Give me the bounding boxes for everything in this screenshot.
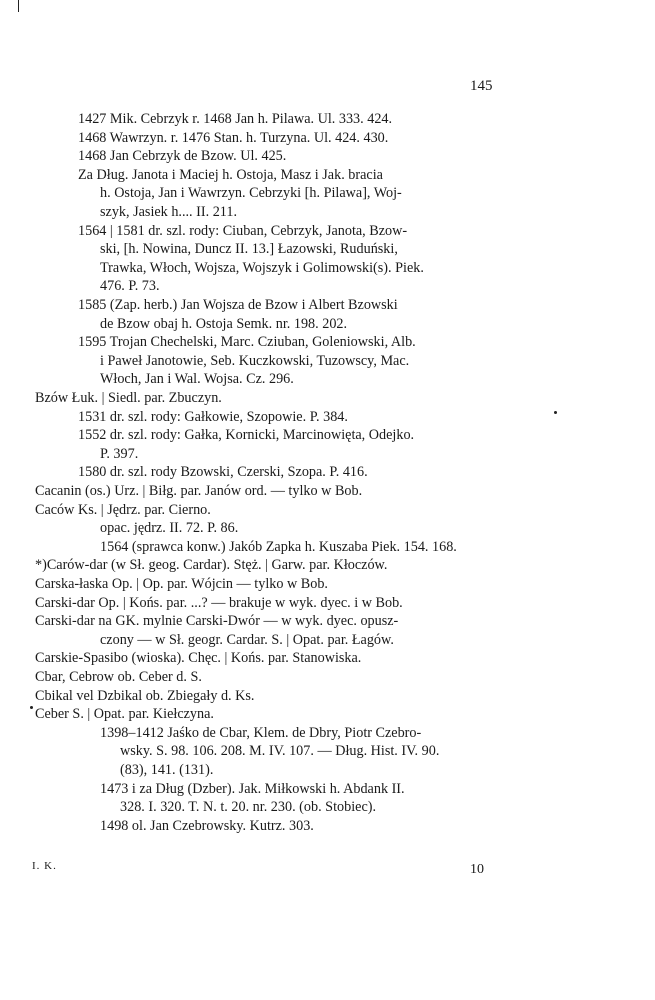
stray-dot bbox=[30, 706, 33, 709]
entry-line: (83), 141. (131). bbox=[120, 762, 214, 778]
entry-line: h. Ostoja, Jan i Wawrzyn. Cebrzyki [h. Pilawa], Woj- bbox=[100, 185, 402, 202]
entry-line: szyk, Jasiek h.... II. 211. bbox=[100, 204, 237, 220]
entry-line: 1427 Mik. Cebrzyk r. 1468 Jan h. Pilawa. Ul. 333. 424. bbox=[78, 111, 393, 127]
entry-line: P. 397. bbox=[100, 445, 139, 462]
stray-dot bbox=[554, 411, 557, 414]
entry-headword-line: Cbar, Cebrow ob. Ceber d. S. bbox=[35, 669, 202, 685]
entry-headword-line: Bzów Łuk. | Siedl. par. Zbuczyn. bbox=[35, 390, 222, 406]
entry-line: 1468 Wawrzyn. r. 1476 Stan. h. Turzyna. Ul. 424. 430. bbox=[78, 129, 389, 146]
entry-line: ski, [h. Nowina, Duncz II. 13.] Łazowski, Ruduński, bbox=[100, 241, 398, 258]
entry-headword-line: Carski-dar Op. | Końs. par. ...? — brakuje w wyk. dyec. i w Bob. bbox=[35, 594, 403, 611]
printer-signature: I. K. bbox=[32, 860, 57, 872]
entry-line: 328. I. 320. T. N. t. 20. nr. 230. (ob. Stobiec). bbox=[120, 799, 377, 816]
entry-line: 1552 dr. szl. rody: Gałka, Kornicki, Marcinowięta, Odejko. bbox=[78, 427, 415, 444]
entry-line: 1564 (sprawca konw.) Jakób Zapka h. Kuszaba Piek. 154. 168. bbox=[100, 538, 457, 555]
entry-line: Trawka, Włoch, Wojsza, Wojszyk i Golimowski(s). Piek. bbox=[100, 259, 424, 276]
entry-line: 1398–1412 Jaśko de Cbar, Klem. de Dbry, Piotr Czebro- bbox=[100, 724, 422, 741]
entry-line: 1531 dr. szl. rody: Gałkowie, Szopowie. P. 384. bbox=[78, 408, 348, 425]
entry-headword-line: Carska-łaska Op. | Op. par. Wójcin — tylko w Bob. bbox=[35, 576, 328, 592]
scan-edge-mark bbox=[18, 0, 19, 12]
entry-headword-line: Cacanin (os.) Urz. | Biłg. par. Janów ord. — tylko w Bob. bbox=[35, 483, 363, 499]
entry-line: Włoch, Jan i Wal. Wojsa. Cz. 296. bbox=[100, 371, 294, 388]
entry-line: Za Dług. Janota i Maciej h. Ostoja, Masz i Jak. bracia bbox=[78, 166, 383, 183]
entry-headword-line: Carskie-Spasibo (wioska). Chęc. | Końs. par. Stanowiska. bbox=[35, 650, 362, 667]
entry-headword-line: Caców Ks. | Jędrz. par. Cierno. bbox=[35, 501, 211, 518]
entry-headword-line: Ceber S. | Opat. par. Kiełczyna. bbox=[35, 706, 214, 723]
entry-line: 1585 (Zap. herb.) Jan Wojsza de Bzow i Albert Bzowski bbox=[78, 297, 398, 313]
entry-line: 1564 | 1581 dr. szl. rody: Ciuban, Cebrzyk, Janota, Bzow- bbox=[78, 222, 408, 239]
entry-line: de Bzow obaj h. Ostoja Semk. nr. 198. 202. bbox=[100, 315, 348, 332]
entry-headword-line: Cbikal vel Dzbikal ob. Zbiegały d. Ks. bbox=[35, 687, 255, 704]
entry-line: i Paweł Janotowie, Seb. Kuczkowski, Tuzowscy, Mac. bbox=[100, 352, 410, 369]
entry-line: 1473 i za Dług (Dzber). Jak. Miłkowski h. Abdank II. bbox=[100, 780, 405, 797]
entry-line: czony — w Sł. geogr. Cardar. S. | Opat. par. Łagów. bbox=[100, 631, 394, 648]
entry-line: wsky. S. 98. 106. 208. M. IV. 107. — Dług. Hist. IV. 90. bbox=[120, 743, 440, 760]
entry-headword-line: *)Carów-dar (w Sł. geog. Cardar). Stęż. | Garw. par. Kłoczów. bbox=[35, 557, 388, 574]
entry-line: 1498 ol. Jan Czebrowsky. Kutrz. 303. bbox=[100, 817, 314, 834]
sheet-number: 10 bbox=[470, 862, 484, 877]
page-number: 145 bbox=[470, 78, 493, 94]
entry-line: 1595 Trojan Chechelski, Marc. Cziuban, Goleniowski, Alb. bbox=[78, 334, 416, 351]
entry-headword-line: Carski-dar na GK. mylnie Carski-Dwór — w wyk. dyec. opusz- bbox=[35, 613, 399, 630]
entry-line: 1580 dr. szl. rody Bzowski, Czerski, Szopa. P. 416. bbox=[78, 464, 368, 481]
entry-line: 476. P. 73. bbox=[100, 278, 160, 295]
entry-line: 1468 Jan Cebrzyk de Bzow. Ul. 425. bbox=[78, 148, 287, 165]
entry-line: opac. jędrz. II. 72. P. 86. bbox=[100, 520, 239, 537]
